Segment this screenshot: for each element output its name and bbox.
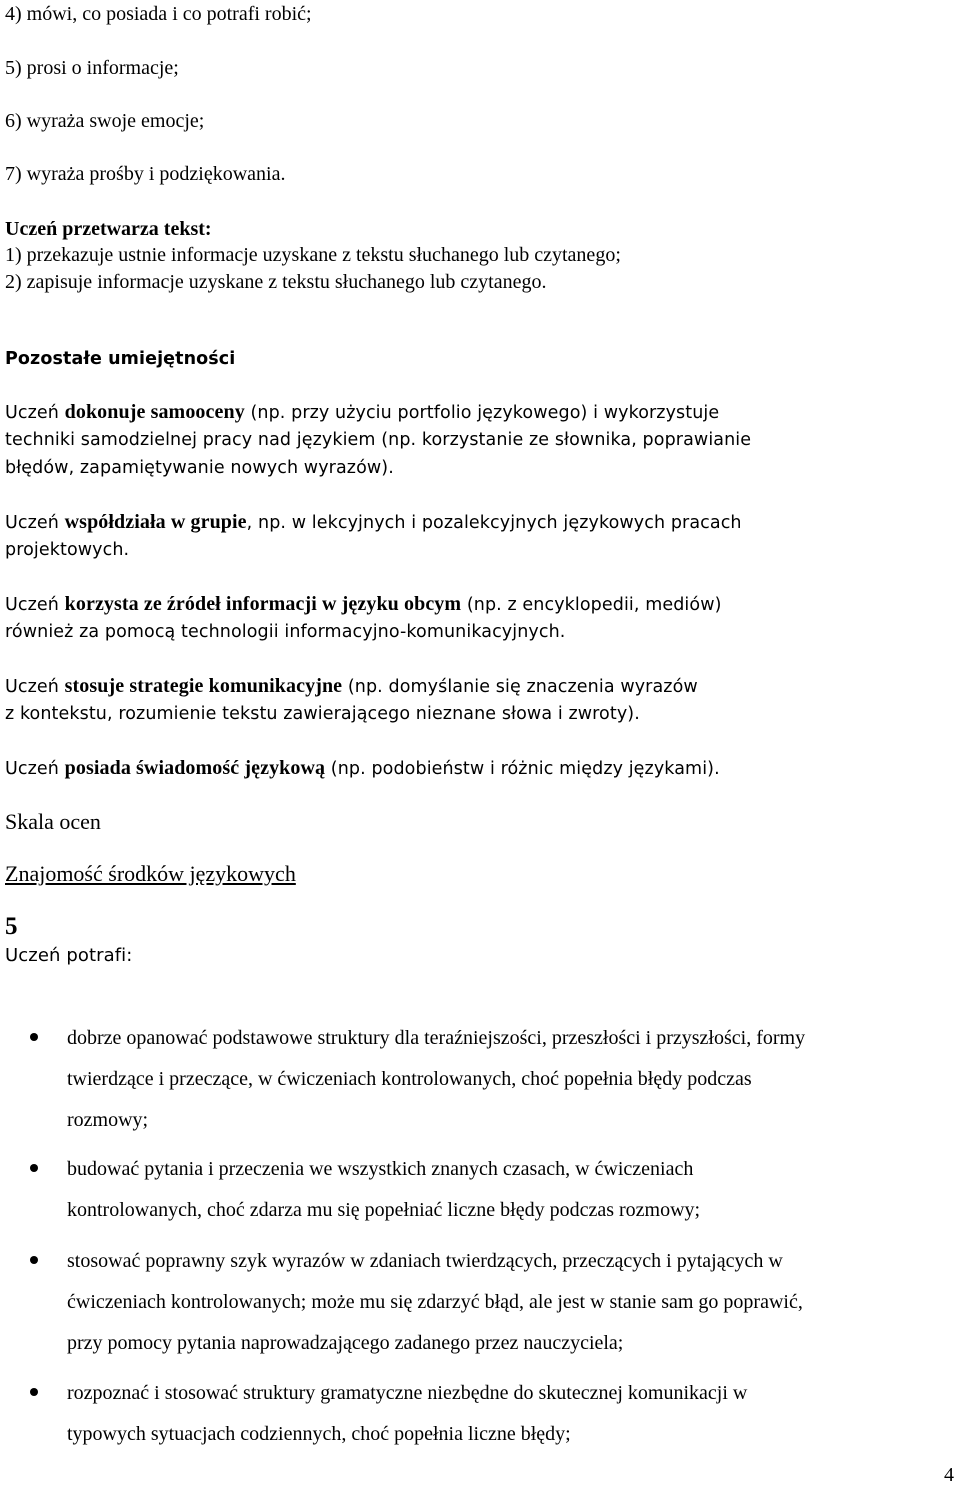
pozostale-p1-line2: techniki samodzielnej pracy nad językiem (np. korzystanie ze słownika, poprawianie	[5, 430, 752, 450]
pozostale-p4-line2: z kontekstu, rozumienie tekstu zawierającego nieznane słowa i zwroty).	[5, 704, 640, 724]
bullet-3-line-3: przy pomocy pytania naprowadzającego zadanego przez nauczyciela;	[67, 1332, 624, 1354]
list-item-6: 6) wyraża swoje emocje;	[5, 110, 205, 132]
p2-prefix: Uczeń	[5, 513, 65, 533]
bullet-icon	[30, 1256, 38, 1264]
bullet-2-line-1: budować pytania i przeczenia we wszystkich znanych czasach, w ćwiczeniach	[67, 1158, 694, 1180]
pozostale-p2-line2: projektowych.	[5, 540, 130, 560]
p2-rest: , np. w lekcyjnych i pozalekcyjnych językowych pracach	[246, 513, 742, 533]
potrafi-label: Uczeń potrafi:	[5, 945, 133, 966]
bullet-1-line-1: dobrze opanować podstawowe struktury dla teraźniejszości, przeszłości i przyszłości, formy	[67, 1027, 806, 1049]
p1-rest: (np. przy użyciu portfolio językowego) i wykorzystuje	[244, 403, 720, 423]
list-item-5: 5) prosi o informacje;	[5, 57, 179, 79]
bullet-4-line-1: rozpoznać i stosować struktury gramatyczne niezbędne do skutecznej komunikacji w	[67, 1382, 748, 1404]
p1-prefix: Uczeń	[5, 403, 65, 423]
przetwarza-item-2: 2) zapisuje informacje uzyskane z tekstu słuchanego lub czytanego.	[5, 271, 547, 293]
p3-rest: (np. z encyklopedii, mediów)	[461, 595, 722, 615]
przetwarza-title: Uczeń przetwarza tekst:	[5, 218, 212, 240]
p3-bold: korzysta ze źródeł informacji w języku obcym	[64, 593, 462, 615]
pozostale-p1-line1	[5, 400, 719, 425]
p1-bold: dokonuje samooceny	[64, 401, 245, 423]
p3-prefix: Uczeń	[5, 595, 65, 615]
przetwarza-item-1: 1) przekazuje ustnie informacje uzyskane z tekstu słuchanego lub czytanego;	[5, 244, 621, 266]
p4-bold: stosuje strategie komunikacyjne	[64, 675, 343, 697]
p5-prefix: Uczeń	[5, 759, 65, 779]
pozostale-p3-line2: również za pomocą technologii informacyjno-komunikacyjnych.	[5, 622, 566, 642]
p2-bold: współdziała w grupie	[64, 511, 247, 533]
p4-rest: (np. domyślanie się znaczenia wyrazów	[342, 677, 698, 697]
pozostale-p2-line1	[5, 510, 742, 535]
pozostale-p1-line3: błędów, zapamiętywanie nowych wyrazów).	[5, 458, 394, 478]
znajomosc-heading: Znajomość środków językowych	[5, 861, 296, 886]
bullet-4-line-2: typowych sytuacjach codziennych, choć popełnia liczne błędy;	[67, 1423, 571, 1445]
skala-heading: Skala ocen	[5, 809, 101, 834]
bullet-icon	[30, 1164, 38, 1172]
p4-prefix: Uczeń	[5, 677, 65, 697]
p5-rest: (np. podobieństw i różnic między językami).	[325, 759, 720, 779]
bullet-1-line-3: rozmowy;	[67, 1109, 149, 1131]
bullet-2-line-2: kontrolowanych, choć zdarza mu się popełniać liczne błędy podczas rozmowy;	[67, 1199, 701, 1221]
list-item-7: 7) wyraża prośby i podziękowania.	[5, 163, 286, 185]
bullet-3-line-1: stosować poprawny szyk wyrazów w zdaniach twierdzących, przeczących i pytających w	[67, 1250, 783, 1272]
pozostale-p3-line1	[5, 592, 722, 617]
list-item-4: 4) mówi, co posiada i co potrafi robić;	[5, 3, 312, 25]
grade-number: 5	[5, 913, 18, 940]
bullet-icon	[30, 1388, 38, 1396]
pozostale-heading: Pozostałe umiejętności	[5, 349, 236, 369]
bullet-1-line-2: twierdzące i przeczące, w ćwiczeniach kontrolowanych, choć popełnia błędy podczas	[67, 1068, 752, 1090]
p5-bold: posiada świadomość językową	[64, 757, 326, 779]
page-number: 4	[944, 1464, 954, 1486]
bullet-3-line-2: ćwiczeniach kontrolowanych; może mu się zdarzyć błąd, ale jest w stanie sam go poprawić,	[67, 1291, 803, 1313]
bullet-icon	[30, 1033, 38, 1041]
pozostale-p5-line1	[5, 756, 720, 781]
pozostale-p4-line1	[5, 674, 698, 699]
